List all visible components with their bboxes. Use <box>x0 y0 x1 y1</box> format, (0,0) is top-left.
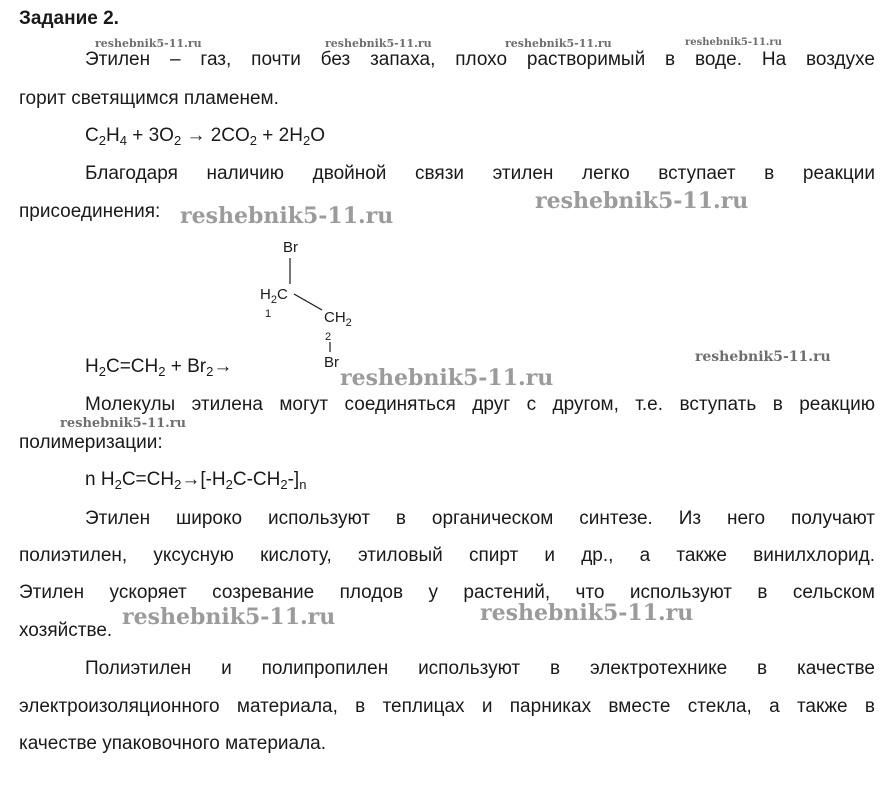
watermark: reshebnik5-11.ru <box>95 37 202 50</box>
watermark: reshebnik5-11.ru <box>60 416 187 431</box>
p3-line2: полимеризации: <box>19 432 163 453</box>
p1-line1: Этилен – газ, почти без запаха, плохо растворимый в воде. На воздухе <box>85 49 875 70</box>
watermark: reshebnik5-11.ru <box>695 349 831 365</box>
bromine-top: Br <box>283 239 298 256</box>
carbon-2-number: 2 <box>325 331 332 343</box>
p5-line2: электроизоляционного материала, в теплицах и парниках вместе стекла, а также в <box>19 696 875 717</box>
watermark: reshebnik5-11.ru <box>122 604 336 630</box>
watermark: reshebnik5-11.ru <box>535 188 749 214</box>
watermark: reshebnik5-11.ru <box>685 37 782 48</box>
carbon-1-label: $H_2C$ <box>260 286 288 306</box>
watermark: reshebnik5-11.ru <box>180 203 394 229</box>
p3-line1: Молекулы этилена могут соединяться друг с другом, т.е. вступать в реакцию <box>85 394 875 415</box>
p4-line3: Этилен ускоряет созревание плодов у растений, что используют в сельском <box>19 582 875 603</box>
watermark: reshebnik5-11.ru <box>505 37 612 50</box>
p2-line2: присоединения: <box>19 201 161 222</box>
bromine-bottom: Br <box>324 354 339 371</box>
combustion-equation: $C_2H_4 + 3O_2 \to 2CO_2 + 2H_2O$ <box>85 125 325 148</box>
task-title: Задание 2. <box>19 8 119 29</box>
dibromoethane-structure <box>250 236 380 376</box>
p2-line1: Благодаря наличию двойной связи этилен легко вступает в реакции <box>85 163 875 184</box>
p4-line4: хозяйстве. <box>19 620 113 641</box>
p1-line2: горит светящимся пламенем. <box>19 88 279 109</box>
p4-line1: Этилен широко используют в органическом синтезе. Из него получают <box>85 508 875 529</box>
bond-c1-c2 <box>294 294 322 310</box>
carbon-1-number: 1 <box>265 308 272 320</box>
p5-line3: качестве упаковочного материала. <box>19 733 327 754</box>
polymerization-equation: n $H_2C=CH_2\to[-H_2C-CH_2-]_n$ <box>85 469 307 492</box>
p5-line1: Полиэтилен и полипропилен используют в электротехнике в качестве <box>85 658 875 679</box>
carbon-2-label: $CH_2$ <box>324 309 352 329</box>
watermark: reshebnik5-11.ru <box>325 37 432 50</box>
watermark: reshebnik5-11.ru <box>480 600 694 626</box>
p4-line2: полиэтилен, уксусную кислоту, этиловый спирт и др., а также винилхлорид. <box>19 545 875 566</box>
bromination-equation: $H_2C=CH_2 + Br_2\to$ <box>85 356 233 379</box>
watermark: reshebnik5-11.ru <box>340 365 554 391</box>
